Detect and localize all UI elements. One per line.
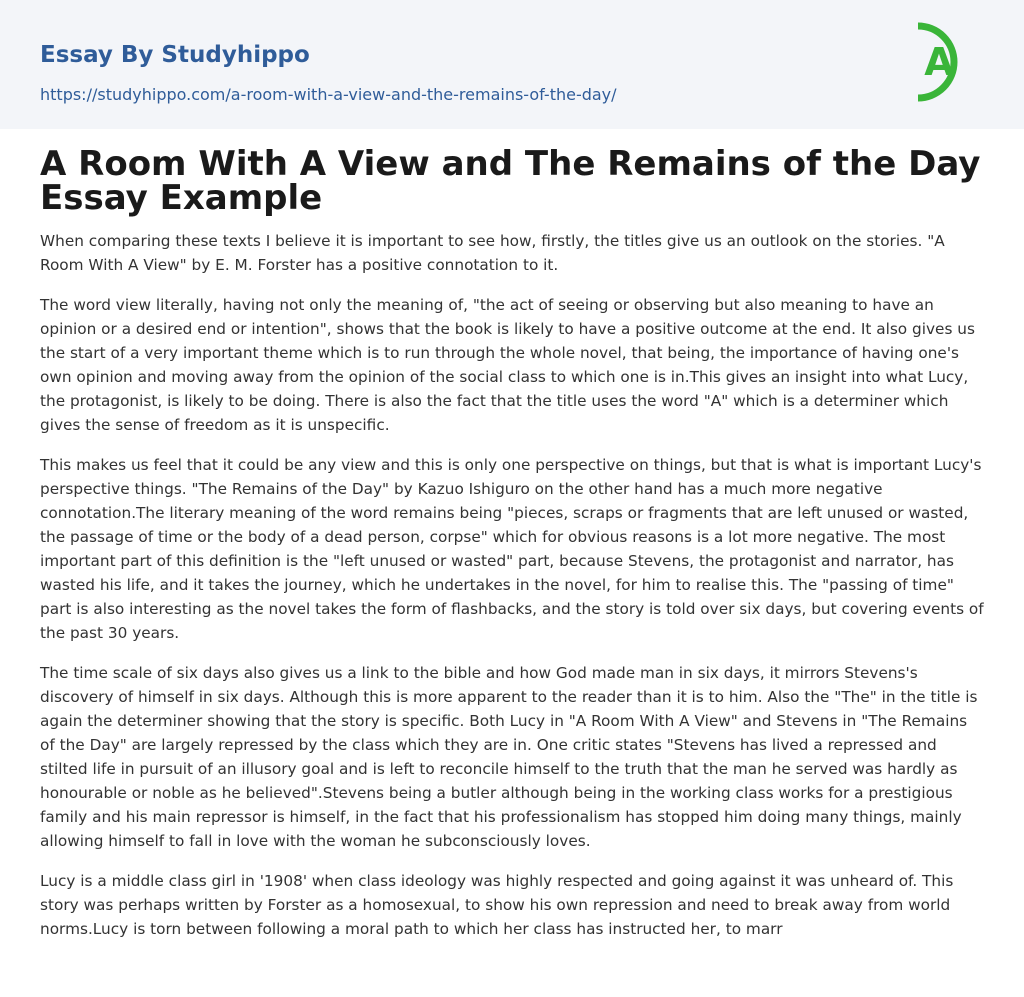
essay-paragraph: Lucy is a middle class girl in '1908' when class ideology was highly respected and going against it was unheard of. This story was perhaps written by Forster as a homosexual, to show his own repression and need to break away from world norms.Lucy is torn between following a moral path to which her class has instructed her, to marr — [40, 872, 954, 938]
essay-paragraph: The word view literally, having not only the meaning of, "the act of seeing or observing but also meaning to have an opinion or a desired end or intention", shows that the book is likely to have a positive outcome at the end. It also gives us the start of a very important theme which is to run through the whole novel, that being, the importance of having one's own opinion and moving away from the opinion of the social class to which one is in.This gives an insight into what Lucy, the protagonist, is likely to be doing. There is also the fact that the title uses the word "A" which is a determiner which gives the sense of freedom as it is unspecific. — [40, 296, 975, 434]
studyhippo-logo-icon[interactable] — [912, 18, 988, 106]
essay-paragraph: When comparing these texts I believe it is important to see how, firstly, the titles give us an outlook on the stories. "A Room With A View" by E. M. Forster has a positive connotation to it. — [40, 232, 945, 274]
essay-title: A Room With A View and The Remains of the Day Essay Example — [40, 144, 981, 218]
essay-paragraph: This makes us feel that it could be any view and this is only one perspective on things, but that is what is important Lucy's perspective things. "The Remains of the Day" by Kazuo Ishiguro on the other hand has a much more negative connotation.The literary meaning of the word remains being "pieces, scraps or fragments that are left unused or wasted, the passage of time or the body of a dead person, corpse" which for obvious reasons is a lot more negative. The most important part of this definition is the "left unused or wasted" part, because Stevens, the protagonist and narrator, has wasted his life, and it takes the journey, which he undertakes in the novel, for him to realise this. The "passing of time" part is also interesting as the novel takes the form of flashbacks, and the story is told over six days, but covering events of the past 30 years. — [40, 456, 984, 642]
site-header — [0, 0, 1024, 129]
essay-body — [40, 229, 984, 957]
essay-paragraph: The time scale of six days also gives us a link to the bible and how God made man in six days, it mirrors Stevens's discovery of himself in six days. Although this is more apparent to the reader than it is to him. Also the "The" in the title is again the determiner showing that the story is specific. Both Lucy in "A Room With A View" and Stevens in "The Remains of the Day" are largely repressed by the class which they are in. One critic states "Stevens has lived a repressed and stilted life in pursuit of an illusory goal and is left to reconcile himself to the truth that the man he served was hardly as honourable or noble as he believed".Stevens being a butler although being in the working class works for a prestigious family and his main repressor is himself, in the fact that his professionalism has stopped him doing many things, mainly allowing himself to fall in love with the woman he subconsciously loves. — [40, 664, 978, 850]
site-title[interactable]: Essay By Studyhippo — [40, 42, 310, 68]
page-url-link[interactable]: https://studyhippo.com/a-room-with-a-view-and-the-remains-of-the-day/ — [40, 85, 617, 104]
logo-letter: A — [924, 40, 954, 84]
